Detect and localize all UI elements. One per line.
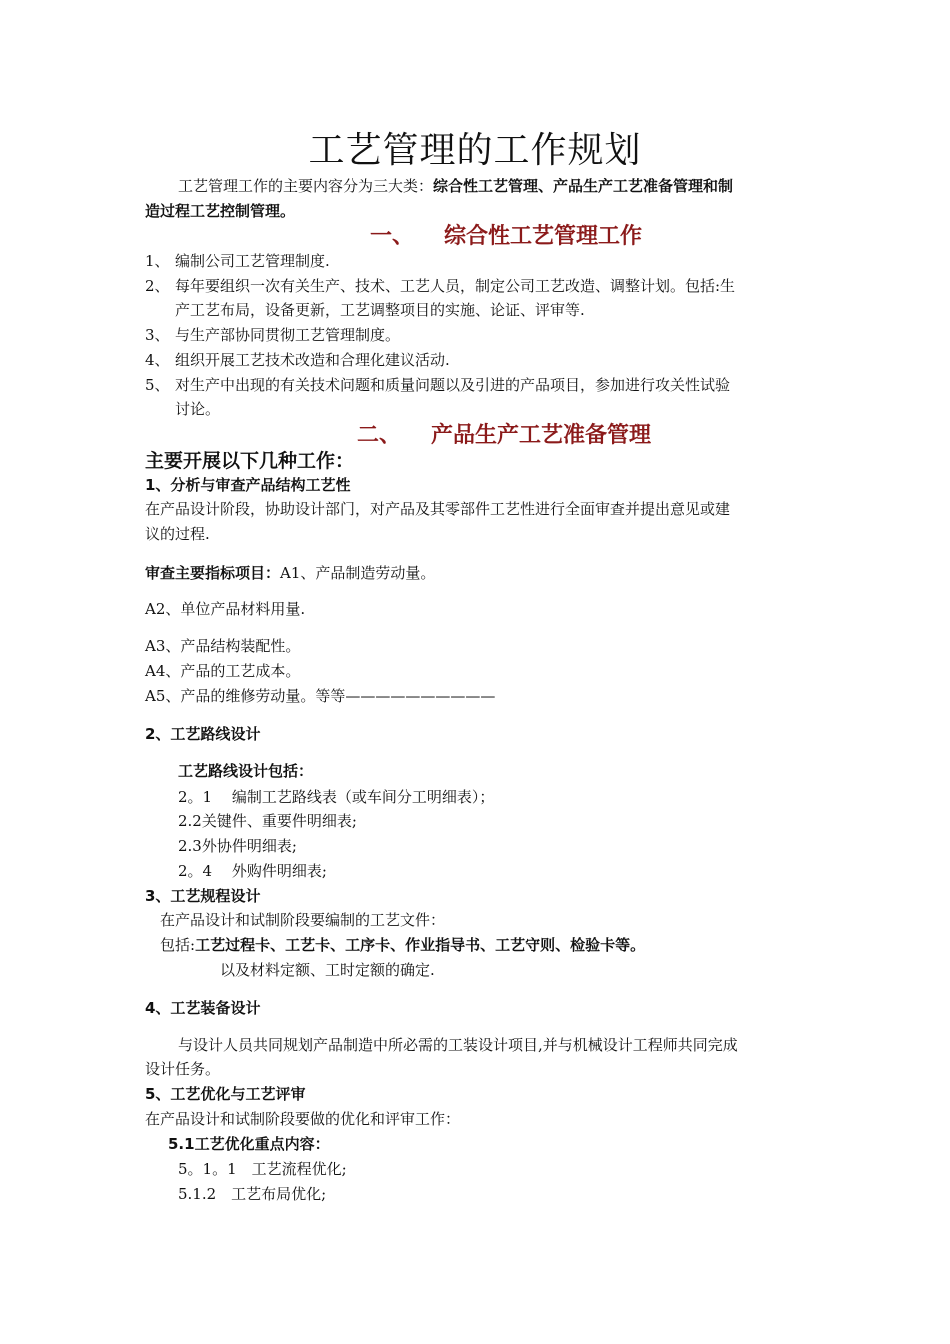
- p2-item-4: 2。4 外购件明细表;: [178, 862, 327, 880]
- p3-line-2-plain: 包括:: [160, 936, 196, 954]
- p1-text-1: 在产品设计阶段，协助设计部门，对产品及其零部件工艺性进行全面审查并提出意见或建: [145, 500, 731, 518]
- p1-a4: A4、产品的工艺成本。: [145, 662, 301, 680]
- intro-bold: 综合性工艺管理、产品生产工艺准备管理和制: [433, 177, 734, 195]
- p4-text-1: 与设计人员共同规划产品制造中所必需的工装设计项目,并与机械设计工程师共同完成: [178, 1036, 738, 1054]
- p1-indicator-a1: A1、产品制造劳动量。: [280, 564, 436, 582]
- s1-item-5: [145, 374, 730, 396]
- section2-title: 产品生产工艺准备管理: [431, 423, 652, 448]
- p2-sub: 工艺路线设计包括：: [178, 762, 314, 780]
- p1-indicators: [145, 562, 435, 584]
- p1-a3: A3、产品结构装配性。: [145, 637, 301, 655]
- p2-item-2: 2.2关键件、重要件明细表;: [178, 812, 357, 830]
- p2-heading: 2、工艺路线设计: [145, 725, 261, 743]
- p1-a5: A5、产品的维修劳动量。等等——————————: [145, 687, 496, 705]
- s1-item-4: [145, 349, 450, 371]
- s1-item-5-text: 对生产中出现的有关技术问题和质量问题以及引进的产品项目，参加进行攻关性试验: [175, 376, 731, 394]
- p4-text-2: 设计任务。: [145, 1060, 221, 1078]
- intro-plain: 工艺管理工作的主要内容分为三大类：: [178, 177, 434, 195]
- document-title: 工艺管理的工作规划: [308, 130, 642, 171]
- intro-line-1: [178, 175, 733, 197]
- section1-heading: [370, 222, 642, 252]
- p1-heading: 1、分析与审查产品结构工艺性: [145, 476, 351, 494]
- s1-item-4-num: 4、: [145, 351, 170, 369]
- s1-item-1: [145, 250, 330, 272]
- s1-item-5-cont: 讨论。: [175, 400, 221, 418]
- p1-text-2: 议的过程.: [145, 525, 210, 543]
- s1-item-3: [145, 324, 400, 346]
- s1-item-1-text: 编制公司工艺管理制度.: [175, 252, 330, 270]
- p5-heading: 5、工艺优化与工艺评审: [145, 1085, 306, 1103]
- section1-title: 综合性工艺管理工作: [444, 224, 643, 249]
- p4-heading: 4、工艺装备设计: [145, 999, 261, 1017]
- p2-item-1: 2。1 编制工艺路线表（或车间分工明细表）；: [178, 788, 495, 806]
- p1-indicator-label: 审查主要指标项目：: [145, 564, 281, 582]
- s1-item-4-text: 组织开展工艺技术改造和合理化建议活动.: [175, 351, 450, 369]
- s1-item-3-text: 与生产部协同贯彻工艺管理制度。: [175, 326, 401, 344]
- p5-line-1: 在产品设计和试制阶段要做的优化和评审工作：: [145, 1110, 461, 1128]
- s1-item-2-num: 2、: [145, 277, 170, 295]
- s1-item-1-num: 1、: [145, 252, 170, 270]
- p5-item-2: 5.1.2 工艺布局优化;: [178, 1185, 327, 1203]
- p5-sub: 5.1工艺优化重点内容：: [168, 1135, 330, 1153]
- section1-number: 一、: [370, 224, 415, 249]
- s1-item-2-text: 每年要组织一次有关生产、技术、工艺人员，制定公司工艺改造、调整计划。包括:生: [175, 277, 736, 295]
- p3-line-1: 在产品设计和试制阶段要编制的工艺文件：: [160, 911, 446, 929]
- s1-item-2: [145, 275, 735, 297]
- s1-item-3-num: 3、: [145, 326, 170, 344]
- p3-heading: 3、工艺规程设计: [145, 887, 261, 905]
- section2-heading: [357, 421, 651, 451]
- p3-line-2-bold: 工艺过程卡、工艺卡、工序卡、作业指导书、工艺守则、检验卡等。: [195, 936, 646, 954]
- s1-item-2-cont: 产工艺布局，设备更新，工艺调整项目的实施、论证、评审等.: [175, 301, 585, 319]
- p1-a2: A2、单位产品材料用量.: [145, 600, 306, 618]
- p2-item-3: 2.3外协件明细表;: [178, 837, 297, 855]
- section2-subheading: 主要开展以下几种工作：: [145, 450, 355, 472]
- p3-line-3: 以及材料定额、工时定额的确定.: [220, 961, 435, 979]
- s1-item-5-num: 5、: [145, 376, 170, 394]
- p3-line-2: [160, 934, 645, 956]
- intro-line-2: 造过程工艺控制管理。: [145, 202, 296, 220]
- section2-number: 二、: [357, 423, 402, 448]
- p5-item-1: 5。1。1 工艺流程优化;: [178, 1160, 347, 1178]
